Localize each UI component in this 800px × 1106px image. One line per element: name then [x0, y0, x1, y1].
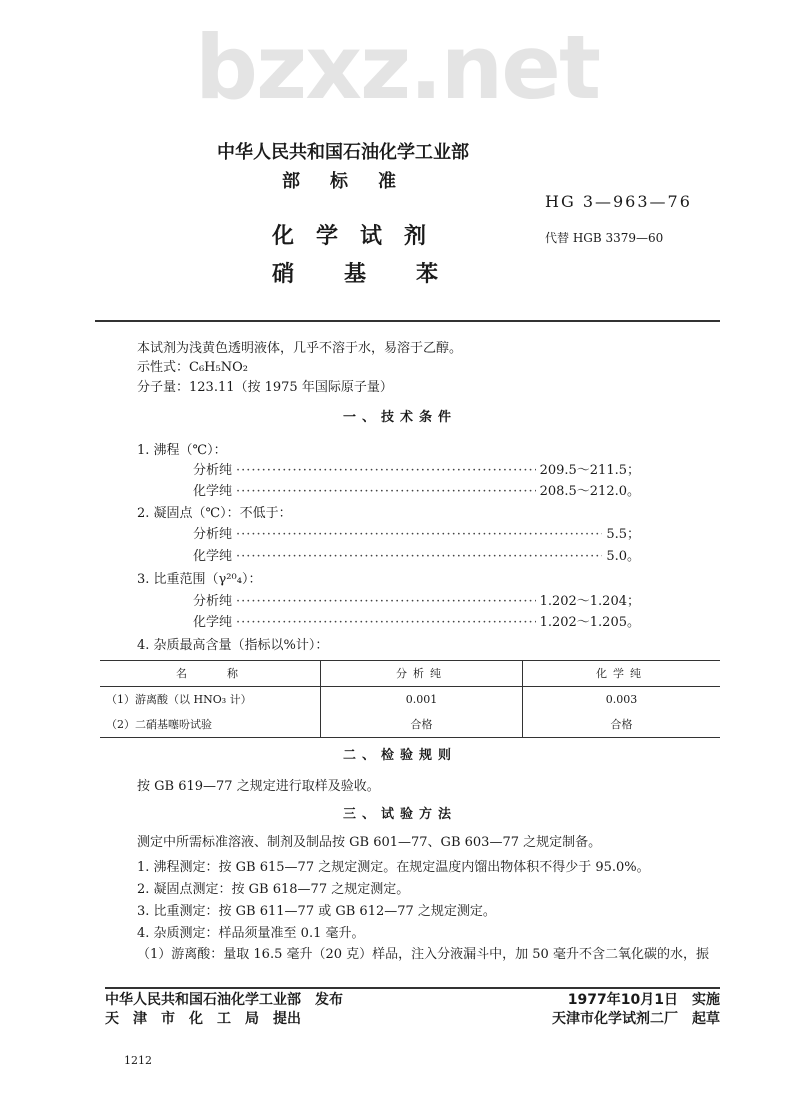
column-header: 分析纯: [321, 661, 523, 687]
category-title: 化学试剂: [272, 224, 449, 249]
table-cell: 0.003: [523, 687, 721, 713]
grade: 化学纯: [193, 484, 233, 499]
method-line: 2. 凝固点测定：按 GB 618—77 之规定测定。: [137, 882, 410, 897]
leader-dots: [236, 594, 536, 610]
section-text: 按 GB 619—77 之规定进行取样及验收。: [137, 779, 380, 794]
standard-code: HG 3—963—76: [545, 192, 692, 211]
spec-value: 5.5；: [606, 527, 640, 542]
column-header: 化学纯: [523, 661, 721, 687]
intro-line: 示性式：C₆H₅NO₂: [137, 360, 248, 375]
section-title: 二、检验规则: [342, 748, 457, 763]
spec-value: 1.202～1.205。: [539, 615, 640, 630]
spec-row: [193, 615, 640, 631]
leader-dots: [236, 527, 602, 543]
ministry-title: 中华人民共和国石油化学工业部: [217, 142, 469, 163]
table-cell: （1）游离酸（以 HNO₃ 计）: [106, 692, 252, 706]
page-number: 1212: [124, 1054, 152, 1067]
watermark: bzxz.net: [195, 16, 600, 119]
grade: 分析纯: [193, 527, 233, 542]
leader-dots: [236, 463, 536, 479]
leader-dots: [236, 484, 536, 500]
table-cell: 合格: [523, 712, 721, 738]
footer-issuer: 中华人民共和国石油化学工业部 发布: [105, 992, 343, 1008]
table-row: [100, 712, 720, 738]
spec-row: [193, 484, 640, 500]
table-cell: （2）二硝基噻吩试验: [100, 712, 321, 738]
method-line: 3. 比重测定：按 GB 611—77 或 GB 612—77 之规定测定。: [137, 904, 496, 919]
header-rule: [95, 320, 720, 322]
standard-type: 部标准: [282, 171, 426, 192]
method-line: 测定中所需标准溶液、制剂及制品按 GB 601—77、GB 603—77 之规定制备。: [137, 835, 602, 850]
method-line: 1. 沸程测定：按 GB 615—77 之规定测定。在规定温度内馏出物体积不得少于 95.0%。: [137, 860, 650, 875]
spec-value: 5.0。: [606, 549, 640, 564]
leader-dots: [236, 615, 536, 631]
item-label: 4. 杂质最高含量（指标以%计）：: [137, 638, 329, 653]
grade: 化学纯: [193, 549, 233, 564]
item-label: 3. 比重范围（γ²⁰₄）：: [137, 572, 262, 587]
impurity-table: [100, 660, 720, 738]
table-cell: 合格: [321, 712, 523, 738]
spec-row: [193, 549, 640, 565]
footer-drafter: 天津市化学试剂二厂 起草: [552, 1011, 720, 1027]
method-line: （1）游离酸：量取 16.5 毫升（20 克）样品，注入分液漏斗中，加 50 毫升不含二氧化碳的水，振: [137, 947, 709, 962]
intro-line: 本试剂为浅黄色透明液体，几乎不溶于水，易溶于乙醇。: [137, 341, 463, 356]
spec-row: [193, 594, 640, 610]
footer-proposer: 天 津 市 化 工 局 提出: [105, 1011, 301, 1027]
intro-line: 分子量：123.11（按 1975 年国际原子量）: [137, 380, 393, 395]
grade: 分析纯: [193, 463, 233, 478]
footer-effective: 1977年10月1日 实施: [567, 992, 720, 1008]
section-title: 三、试验方法: [342, 807, 457, 822]
grade: 分析纯: [193, 594, 233, 609]
table-header: [100, 661, 720, 687]
column-header: 名 称: [100, 661, 321, 687]
spec-value: 208.5～212.0。: [539, 484, 640, 499]
product-title: 硝基苯: [272, 262, 489, 287]
replaces-note: 代替 HGB 3379—60: [545, 231, 664, 245]
spec-row: [193, 527, 640, 543]
grade: 化学纯: [193, 615, 233, 630]
spec-row: [193, 463, 640, 479]
item-label: 2. 凝固点（℃）：不低于：: [137, 506, 292, 521]
spec-value: 1.202～1.204；: [539, 594, 640, 609]
table-cell: 0.001: [321, 687, 523, 713]
method-line: 4. 杂质测定：样品须量准至 0.1 毫升。: [137, 926, 365, 941]
spec-value: 209.5～211.5；: [539, 463, 640, 478]
table-row: [100, 687, 720, 713]
footer-rule: [105, 987, 720, 989]
section-title: 一、技术条件: [342, 410, 457, 425]
leader-dots: [236, 549, 602, 565]
item-label: 1. 沸程（℃）：: [137, 443, 227, 458]
